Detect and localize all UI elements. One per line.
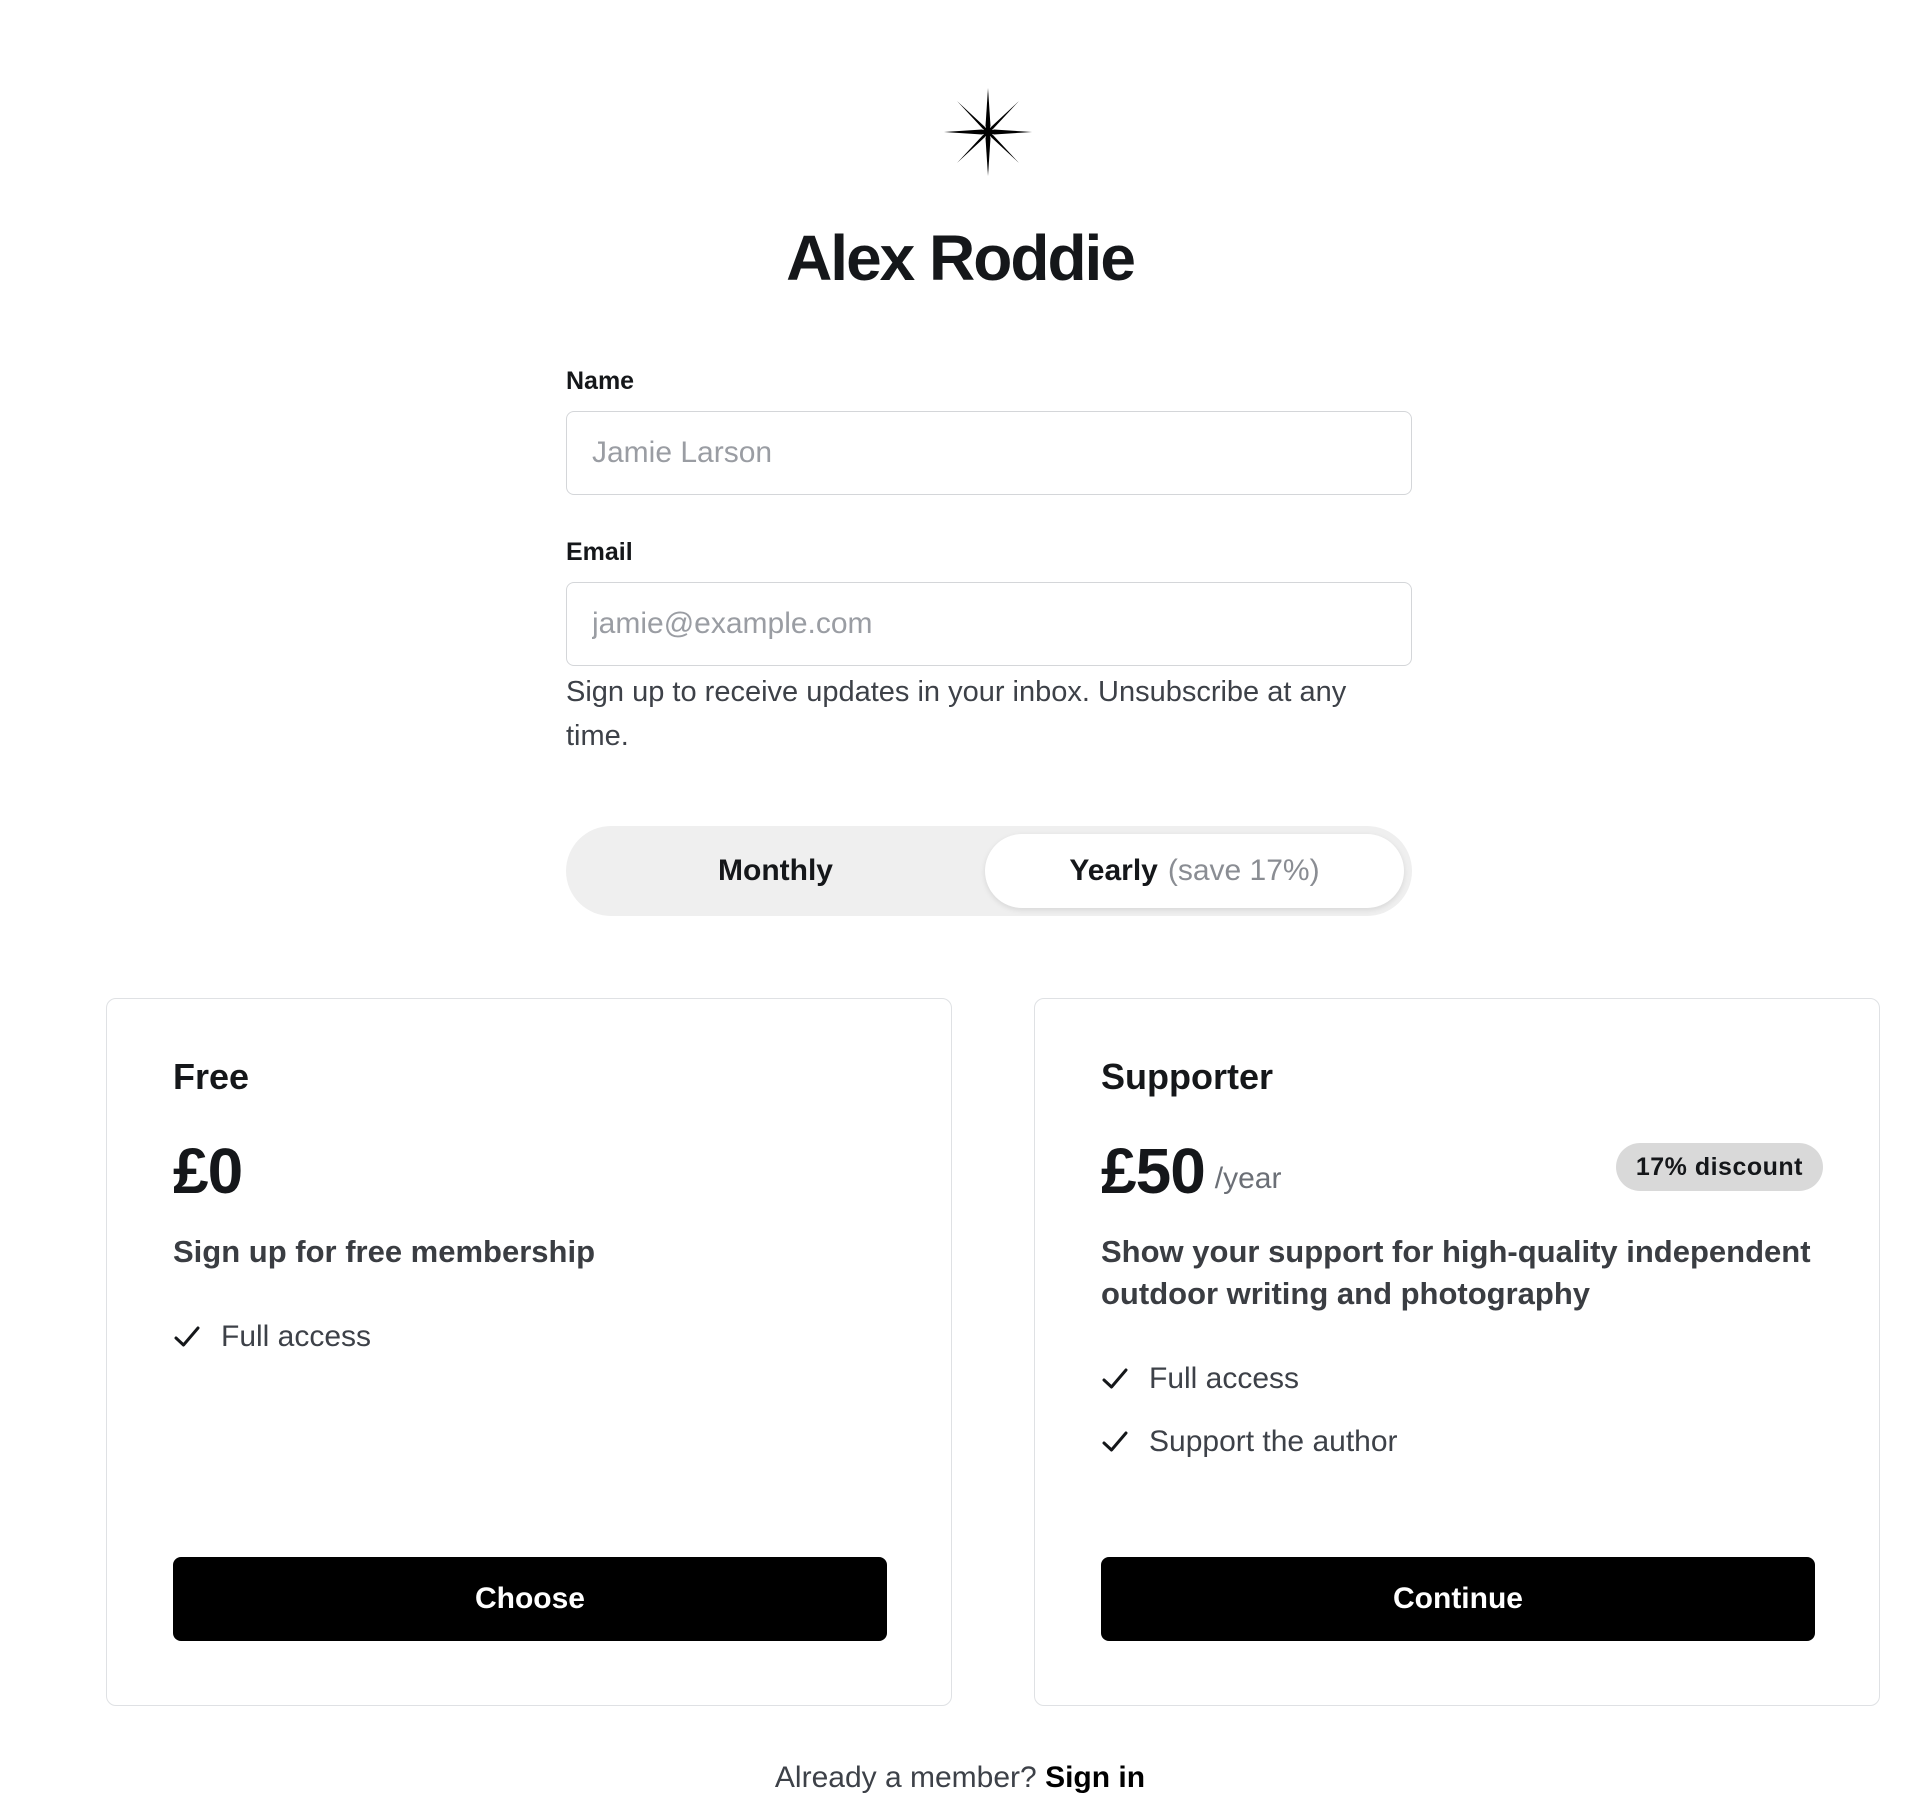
feature-item — [173, 1305, 371, 1368]
yearly-label: Yearly — [1069, 854, 1158, 887]
price-row — [1101, 1127, 1823, 1207]
tier-card-supporter — [1034, 998, 1880, 1706]
email-field-group — [566, 537, 1412, 758]
name-label: Name — [566, 367, 635, 395]
tier-description: Sign up for free membership — [173, 1234, 596, 1269]
tier-name: Supporter — [1101, 1056, 1274, 1097]
tier-card-free — [106, 998, 952, 1706]
feature-item — [1101, 1347, 1398, 1410]
footer-signin-prompt — [0, 1760, 1920, 1796]
billing-period-toggle — [566, 826, 1412, 916]
feature-item — [1101, 1410, 1398, 1473]
checkmark-icon — [1101, 1428, 1129, 1456]
monthly-label: Monthly — [718, 854, 833, 887]
feature-list — [1101, 1347, 1398, 1473]
tier-price: £50 — [1101, 1135, 1205, 1207]
checkmark-icon — [1101, 1365, 1129, 1393]
site-title: Alex Roddie — [786, 222, 1134, 294]
email-label: Email — [566, 538, 633, 566]
discount-badge: 17% discount — [1616, 1143, 1823, 1191]
price-row — [173, 1127, 895, 1207]
feature-label: Support the author — [1149, 1424, 1398, 1458]
feature-label: Full access — [221, 1319, 372, 1353]
yearly-save-note: (save 17%) — [1167, 854, 1320, 887]
tier-description: Show your support for high-quality independent outdoor writing and photography — [1101, 1234, 1811, 1311]
checkmark-icon — [173, 1323, 201, 1351]
monthly-toggle-option[interactable] — [566, 826, 985, 916]
email-helper-text: Sign up to receive updates in your inbox. Unsubscribe at any time. — [566, 676, 1347, 752]
already-member-text: Already a member? — [774, 1761, 1037, 1794]
sign-in-link[interactable]: Sign in — [1045, 1761, 1146, 1794]
sparkle-star-icon — [944, 88, 1032, 176]
choose-button[interactable]: Choose — [173, 1557, 887, 1641]
email-input[interactable] — [566, 582, 1412, 666]
tier-price: £0 — [173, 1135, 243, 1207]
name-field-group — [566, 366, 1412, 495]
yearly-toggle-option[interactable] — [985, 834, 1404, 908]
feature-label: Full access — [1149, 1361, 1300, 1395]
continue-button[interactable]: Continue — [1101, 1557, 1815, 1641]
feature-list — [173, 1305, 371, 1368]
name-input[interactable] — [566, 411, 1412, 495]
tier-name: Free — [173, 1056, 250, 1097]
tier-period: /year — [1214, 1162, 1282, 1195]
